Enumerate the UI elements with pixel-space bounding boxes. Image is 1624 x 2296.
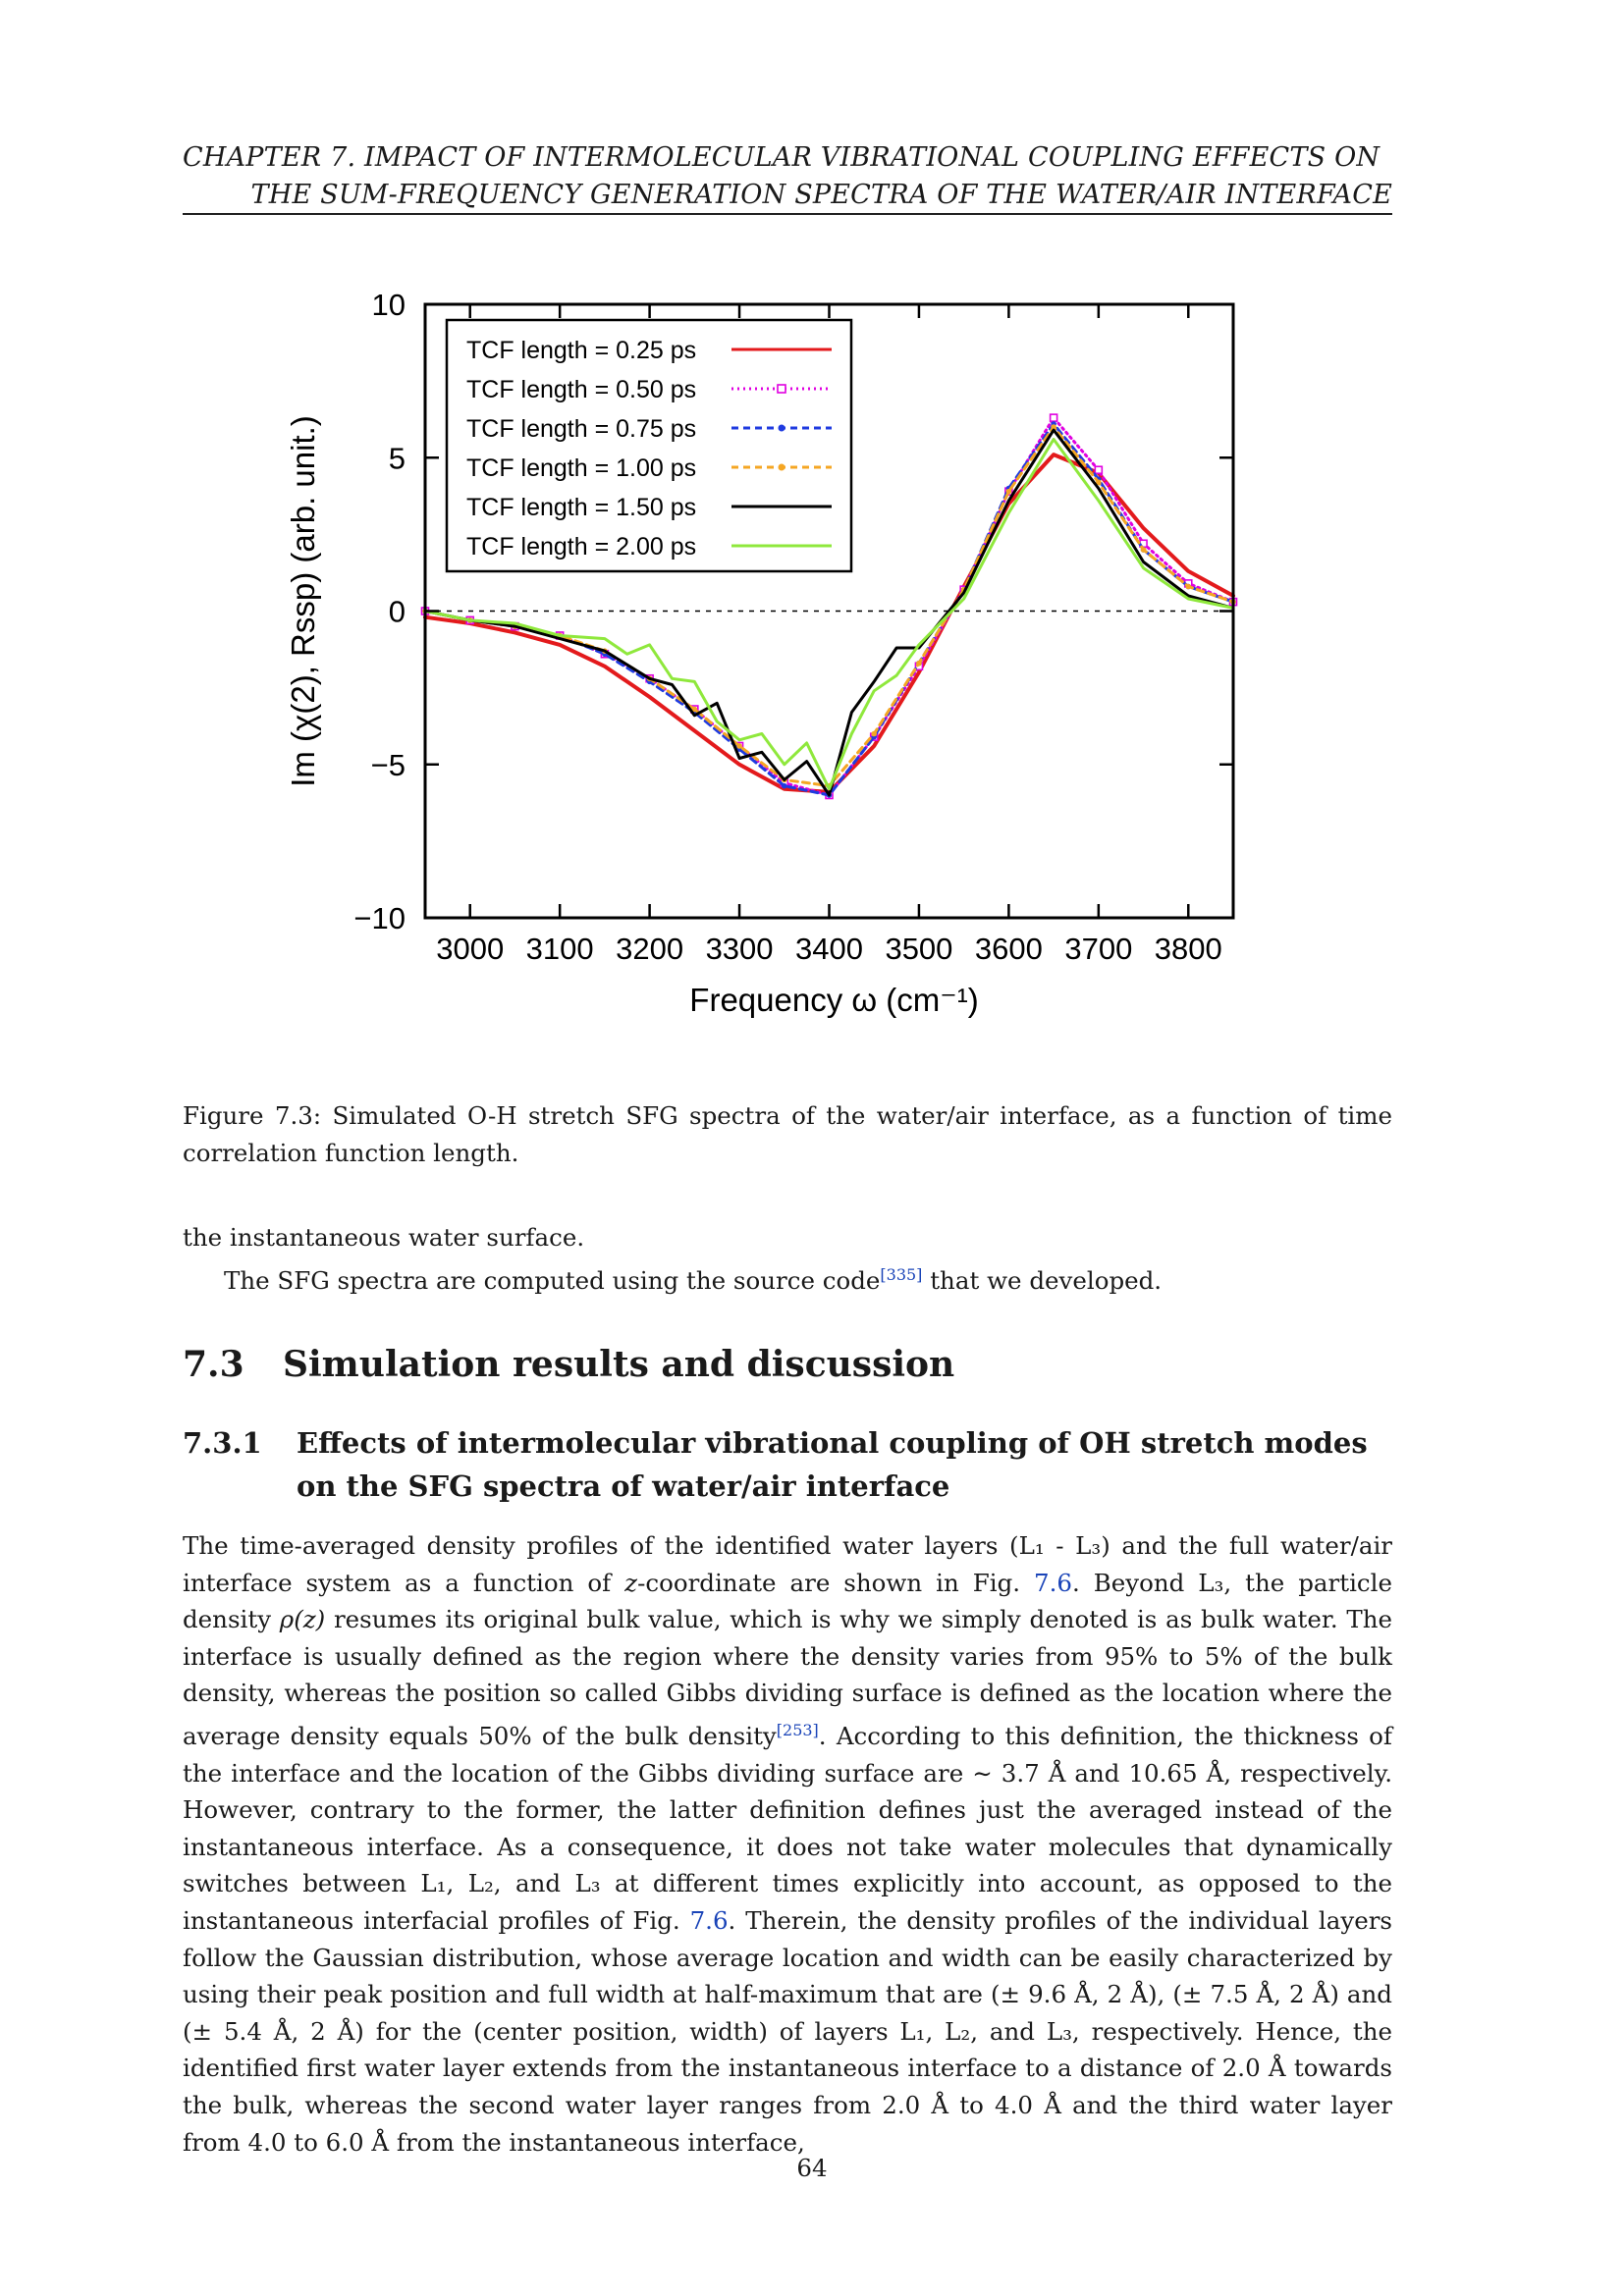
legend-label: TCF length = 2.00 ps bbox=[466, 533, 697, 561]
source-code-text-end: that we developed. bbox=[922, 1265, 1163, 1295]
y-tick-label: −10 bbox=[353, 901, 406, 935]
series-1-point bbox=[1051, 414, 1057, 421]
body-s6: . Therein, the density profiles of the individual layers follow the Gaussian distribution, whose average location and width can be easily characterized by using their peak position and full width at half-maximum that are (± 9.6 Å, 2 Å), (± 7.5 Å, 2 Å) and (± 5.4 Å, 2 Å) for the (center position, width) of layers L₁, L₂, and L₃, respectively. Hence, the identified first water layer extends from the instantaneous interface to a distance of 2.0 Å towards the bulk, whereas the second water layer ranges from 2.0 Å to 4.0 Å and the third water layer from 4.0 to 6.0 Å from the instantaneous interface, bbox=[183, 1905, 1392, 2157]
subsection-heading bbox=[183, 1421, 1392, 1508]
x-tick-label: 3100 bbox=[525, 932, 594, 966]
legend-label: TCF length = 0.50 ps bbox=[466, 376, 697, 403]
body-s5: . According to this definition, the thickness of the interface and the location of the Gibbs dividing surface are ∼ 3.7 Å and 10.65 Å, respectively. However, contrary to the former, the latter definition defines just the averaged instead of the instantaneous interface. As a consequence, it does not take water molecules that dynamically switches between L₁, L₂, and L₃ at different times explicitly into account, as opposed to the instantaneous interfacial profiles of Fig. bbox=[183, 1721, 1393, 1935]
legend-marker bbox=[778, 385, 785, 393]
x-tick-label: 3400 bbox=[795, 932, 863, 966]
series-3-point bbox=[1141, 547, 1147, 553]
x-tick-label: 3600 bbox=[974, 932, 1043, 966]
running-head bbox=[183, 139, 1392, 214]
x-tick-label: 3300 bbox=[705, 932, 774, 966]
citation-335[interactable]: [335] bbox=[880, 1264, 923, 1284]
series-3-point bbox=[1006, 489, 1012, 495]
x-tick-label: 3200 bbox=[616, 932, 684, 966]
section-title: Simulation results and discussion bbox=[283, 1344, 955, 1385]
section-heading bbox=[183, 1343, 1392, 1386]
header-rule bbox=[183, 213, 1392, 215]
body-s1: The time-averaged density profiles of the identified water layers (L₁ - L₃) and the full water/air interface system as a function of bbox=[183, 1531, 1392, 1597]
x-tick-label: 3500 bbox=[885, 932, 953, 966]
series-3-point bbox=[736, 743, 742, 749]
page-number: 64 bbox=[796, 2154, 828, 2182]
legend-marker bbox=[779, 425, 785, 432]
body-paragraph bbox=[183, 1527, 1392, 2161]
y-tick-label: 10 bbox=[371, 288, 406, 322]
y-axis-label: Im (χ(2), Rssp) (arb. unit.) bbox=[285, 415, 321, 787]
legend-marker bbox=[779, 464, 785, 471]
figure-ref-7-6[interactable]: 7.6 bbox=[1034, 1568, 1072, 1597]
source-code-text: The SFG spectra are computed using the source code bbox=[224, 1265, 881, 1295]
x-tick-label: 3700 bbox=[1064, 932, 1133, 966]
y-tick-label: −5 bbox=[370, 747, 406, 782]
series-1-point bbox=[1095, 466, 1102, 473]
legend-label: TCF length = 1.00 ps bbox=[466, 454, 697, 482]
x-tick-label: 3000 bbox=[436, 932, 505, 966]
subsection-number: 7.3.1 bbox=[183, 1426, 262, 1460]
body-text bbox=[183, 1527, 1392, 2161]
figure-caption: Figure 7.3: Simulated O-H stretch SFG spectra of the water/air interface, as a function of time correlation function length. bbox=[183, 1101, 1392, 1167]
x-tick-label: 3800 bbox=[1154, 932, 1222, 966]
running-head-line-1: CHAPTER 7. IMPACT OF INTERMOLECULAR VIBRATIONAL COUPLING EFFECTS ON bbox=[183, 142, 1380, 173]
body-s2: -coordinate are shown in Fig. bbox=[637, 1568, 1035, 1597]
legend-label: TCF length = 1.50 ps bbox=[466, 494, 697, 521]
sfg-spectra-chart bbox=[265, 285, 1276, 1050]
section-number: 7.3 bbox=[183, 1344, 244, 1385]
series-3-point bbox=[1185, 584, 1191, 590]
y-tick-label: 0 bbox=[388, 594, 406, 629]
body-s3: . Beyond L₃, the particle density bbox=[183, 1568, 1392, 1634]
series-2-point bbox=[782, 783, 787, 789]
running-head-line-2: THE SUM-FREQUENCY GENERATION SPECTRA OF THE WATER/AIR INTERFACE bbox=[250, 180, 1392, 210]
figure-ref-7-6-b[interactable]: 7.6 bbox=[689, 1905, 729, 1935]
series-3-point bbox=[871, 731, 877, 737]
figure-7-3 bbox=[265, 285, 1276, 1050]
body-rho: ρ(z) bbox=[279, 1605, 326, 1634]
series-3-point bbox=[916, 661, 922, 667]
subsection-title: Effects of intermolecular vibrational coupling of OH stretch modes on the SFG spectra of water/air interface bbox=[297, 1426, 1368, 1503]
legend-label: TCF length = 0.25 ps bbox=[466, 337, 697, 364]
legend-label: TCF length = 0.75 ps bbox=[466, 415, 697, 443]
citation-253[interactable]: [253] bbox=[776, 1720, 819, 1739]
paragraph-continued bbox=[183, 1219, 1392, 1299]
x-axis-label: Frequency ω (cm⁻¹) bbox=[689, 982, 979, 1018]
text-line-source-code bbox=[183, 1256, 1392, 1300]
y-tick-label: 5 bbox=[388, 441, 406, 476]
body-z: z bbox=[624, 1568, 638, 1597]
text-line-surface: the instantaneous water surface. bbox=[183, 1223, 585, 1252]
body-s4: resumes its original bulk value, which is why we simply denoted is as bulk water. The interface is usually defined as the region where the density varies from 95% to 5% of the bulk density, whereas the position so called Gibbs dividing surface is defined as the location where the average density equals 50% of the bulk density bbox=[183, 1605, 1392, 1750]
